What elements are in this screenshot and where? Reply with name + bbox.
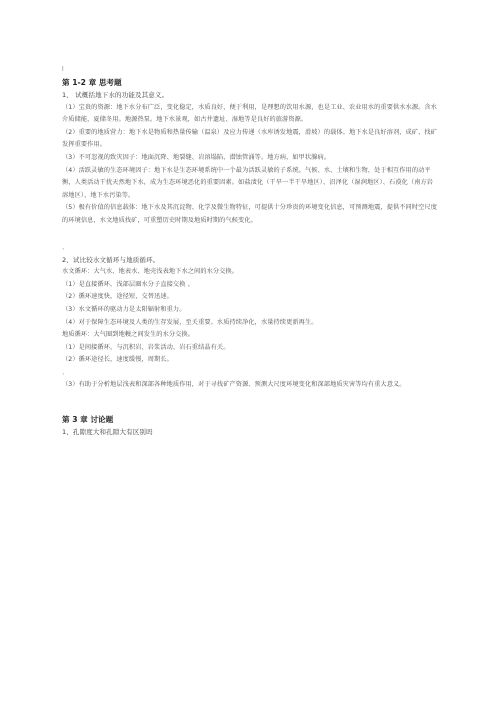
chapter-heading-3: 第 3 章 讨论题	[62, 415, 114, 425]
discussion-question-1: 1、孔隙度大和孔隙大有区别吗	[62, 428, 153, 437]
hydrologic-cycle-point-3: （3）水文循环的驱动力是太阳辐射和重力。	[62, 305, 186, 313]
hydrologic-cycle-point-2: （2）循环速度快，途径短，交替迅速。	[62, 293, 173, 301]
answer-1-point-2: （2）重要的地质营力：地下水是物质和热量传输（温泉）及应力传递（水库诱发地震，滑坡）的载体。地下水是良好溶剂，成矿、找矿发挥重要作用。	[62, 128, 437, 149]
geologic-cycle-point-2: （2）循环途径长，速度缓慢，周期长。	[62, 356, 173, 364]
geologic-cycle-definition: 地质循环：大气圈到地幔之间发生的水分交换。	[62, 331, 195, 339]
chapter-heading-1-2: 第 1-2 章 思考题	[62, 78, 122, 87]
answer-1-point-1: （1）宝贵的资源：地下水分布广泛，变化稳定，水质良好，便于利用，是理想的饮用水源，也是工业、农业用水的重要供水水源。含水介质储能，夏储冬用。地源热泵。地下水景观，如古井遗址、湿地等是良好的旅游资源。	[62, 103, 437, 124]
answer-1-point-3: （3）不可忽视的致灾因子：地面沉降、地裂缝、岩溶塌陷、潜蚀管涌等。地方病，如甲状腺病。	[62, 153, 331, 161]
geologic-cycle-point-1: （1）是间接循环，与沉积岩、岩浆活动、岩石重结晶有关。	[62, 343, 230, 351]
answer-1-point-4: （4）活跃灵敏的生态环境因子：地下水是生态环境系统中一个最为活跃灵敏的子系统。气候、水、土壤和生物，处于相互作用的动平衡，人类活动干扰天然地下水，成为生态环境恶化的重要因素。如盐渍化（干旱一半干旱地区）、沼泽化（湿润地区）、石漠化（南方岩溶地区）、地下水污染等。	[62, 166, 434, 199]
separator-mark: 、	[62, 243, 69, 251]
document-page	[62, 64, 437, 439]
geologic-cycle-point-3: （3）有助于分析地层浅表和深部各种地质作用，对于寻找矿产资源、预测大尺度环境变化和深部地质灾害等均有重大意义。	[62, 380, 406, 388]
top-mark: l	[62, 66, 64, 73]
question-2: 2、试比较水文循环与地质循环。	[62, 255, 160, 264]
answer-1-point-5: （5）极有价值的信息载体：地下水及其沉淀物、化学及微生物特征，可提供十分珍贵的环境变化信息，可预测地震，提供不同时空尺度的环境信息，水文地质找矿，可重塑历史时期及地质时期的气候变化。	[62, 204, 437, 224]
hydrologic-cycle-point-4: （4）对于保障生态环境及人类的生存发展，至关重要。水质持续净化，水量持续更新再生。	[62, 318, 318, 326]
question-1: 1、 试概括地下水的功能及其意义。	[62, 91, 169, 99]
separator-mark-2: 、	[62, 368, 69, 376]
hydrologic-cycle-point-1: （1）是直接循环，浅部层圈水分子直接交换 。	[62, 280, 194, 288]
hydrologic-cycle-definition: 水文循环：大气水、地表水、地壳浅表地下水之间的水分交换。	[62, 268, 239, 276]
